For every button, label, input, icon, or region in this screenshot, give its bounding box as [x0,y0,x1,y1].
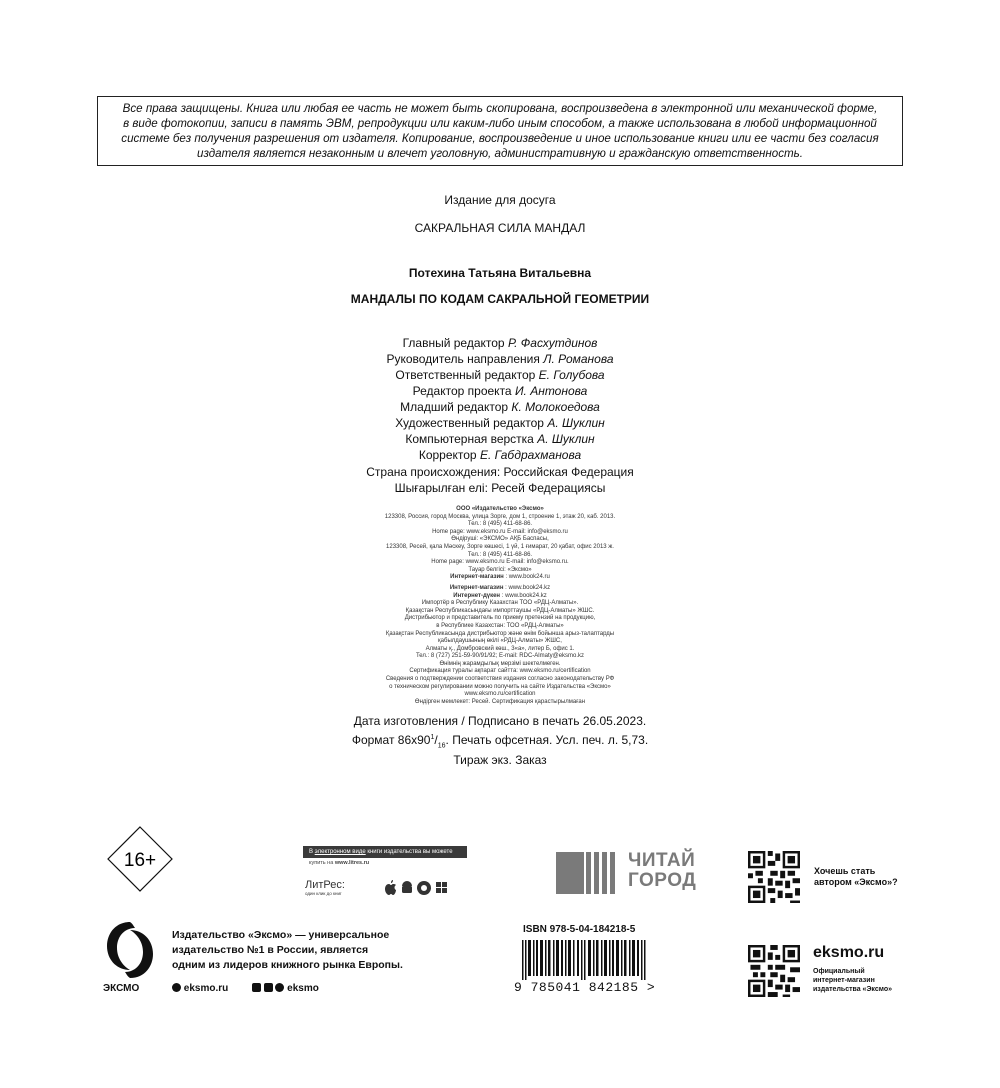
isbn-digits: 9 785041 842185 > [514,980,656,995]
edition-type: Издание для досуга [444,193,556,207]
litres-logo: ЛитРес: один клик до книг [305,879,345,896]
isbn-label: ISBN 978-5-04-184218-5 [523,924,636,935]
book-title: МАНДАЛЫ ПО КОДАМ САКРАЛЬНОЙ ГЕОМЕТРИИ [350,292,650,306]
series-title: САКРАЛЬНАЯ СИЛА МАНДАЛ [414,221,586,235]
chitai-gorod-logo-icon [556,852,622,894]
age-rating-text: 16+ [123,850,157,871]
website-link[interactable]: eksmo.ru [183,983,229,994]
windows-icon [436,882,447,893]
android-icon [402,881,412,893]
telegram-icon [275,983,284,992]
ok-icon [264,983,273,992]
chitai-gorod-logo-text: ЧИТАЙ ГОРОД [628,850,697,891]
eksmo-shop-title: eksmo.ru [813,944,885,961]
globe-icon [172,983,181,992]
eksmo-logo-icon [103,920,157,980]
qr-code-shop-icon[interactable] [748,945,800,997]
print-info: Дата изготовления / Подписано в печать 26.05.2023. Формат $86x90^1/_{16}$. Печать офсетная. Усл. печ. л. 5,73. Тираж экз. Заказ [351,714,649,768]
credit-line: Руководитель направления Л. Романова [386,352,614,366]
credit-line: Корректор Е. Габдрахманова [418,448,582,462]
litres-promo: В электронном виде книги издательства вы можете купить на www.litres.ru ЛитРес: один клик до книг [303,846,467,902]
windows-phone-icon [417,881,431,895]
credits-list [0,335,1000,463]
publisher-info: ООО «Издательство «Эксмо» 123308, Россия, город Москва, улица Зорге, дом 1, строение 1, этаж 20, каб. 2013. Тел.: 8 (495) 411-68-86. Home page: www.eksmo.ru E-mail: info@eksmo.ru Өндіруші: «ЭКСМО» АҚБ Баспасы, 123308, Ресей, қала Мәскеу, Зорге көшесі, 1 үй, 1 ғимарат, 20 қабат, офис 2013 ж. Тел.: 8 (495) 411-68-86. Home page: www.eksmo.ru E-mail: info@eksmo.ru. Тауар белгісі: «Эксмо» Интернет-магазин : www.book24.ru Интернет-магазин : www.book24.kz Интернет-дүкен : www.book24.kz Импортёр в Республику Казахстан ТОО «РДЦ-Алматы». Қазақстан Республикасындағы импорттаушы «РДЦ-Алматы» ЖШС. Дистрибьютор и представитель по приему претензий на продукцию, в Республике Казахстан: ТОО «РДЦ-Алматы» Қазақстан Республикасында дистрибьютор және өнім бойынша арыз-талаптарды қабылдаушының өкілі «РДЦ-Алматы» ЖШС, Алматы қ., Домбровский көш., 3«а», литер Б, офис 1. Тел.: 8 (727) 251-59-90/91/92; E-mail: RDC-Almaty@eksmo.kz Өнімнің жарамдылық мерзімі шектелмеген. Сертификация туралы ақпарат сайтта: www.eksmo.ru/certification Сведения о подтверждении соответствия издания согласно законодательству РФ о техническом регулировании можно получить на сайте Издательства «Эксмо» www.eksmo.ru/certification Өндірген мемлекет: Ресей. Сертификация қарастырылмаған [384,506,616,705]
copyright-notice [97,96,903,166]
qr-code-author-icon[interactable] [748,851,800,903]
vk-icon [252,983,261,992]
isbn-barcode-icon [522,940,648,980]
credit-line: Редактор проекта И. Антонова [412,384,588,398]
eksmo-brand-name: ЭКСМО [103,983,140,994]
age-rating-icon [107,826,173,892]
credit-line: Художественный редактор А. Шуклин [395,416,605,430]
publisher-about: Издательство «Эксмо» — универсальное издательство №1 в России, является одним из лидеров книжного рынка Европы. [172,929,403,971]
author-name: Потехина Татьяна Витальевна [408,266,592,280]
notice-line: системе без получения разрешения от издателя. Копирование, воспроизведение и иное использование книги или ее части без согласия [121,132,879,145]
credit-line: Компьютерная верстка А. Шуклин [405,432,595,446]
notice-line: Все права защищены. Книга или любая ее часть не может быть скопирована, воспроизведена в электронной или механической форме, [122,102,878,115]
social-handle[interactable]: eksmo [287,983,319,994]
social-links [172,983,319,994]
apple-icon [385,880,396,895]
author-cta: Хочешь стать автором «Эксмо»? [814,866,898,887]
country-of-origin: Страна происхождения: Российская Федерация Шығарылған елі: Ресей Федерациясы [366,465,634,495]
platform-icons [383,880,463,896]
credit-line: Ответственный редактор Е. Голубова [395,368,605,382]
eksmo-shop-subtitle: Официальный интернет-магазин издательства «Эксмо» [813,968,892,993]
notice-line: издателя является незаконным и влечет уголовную, административную и гражданскую ответственность. [197,147,803,160]
credit-line: Главный редактор Р. Фасхутдинов [402,336,598,350]
notice-line: в виде фотокопии, записи в память ЭВМ, репродукции или каким-либо иным способом, а также использована в любой информационной [123,117,877,130]
credit-line: Младший редактор К. Молокоедова [400,400,600,414]
